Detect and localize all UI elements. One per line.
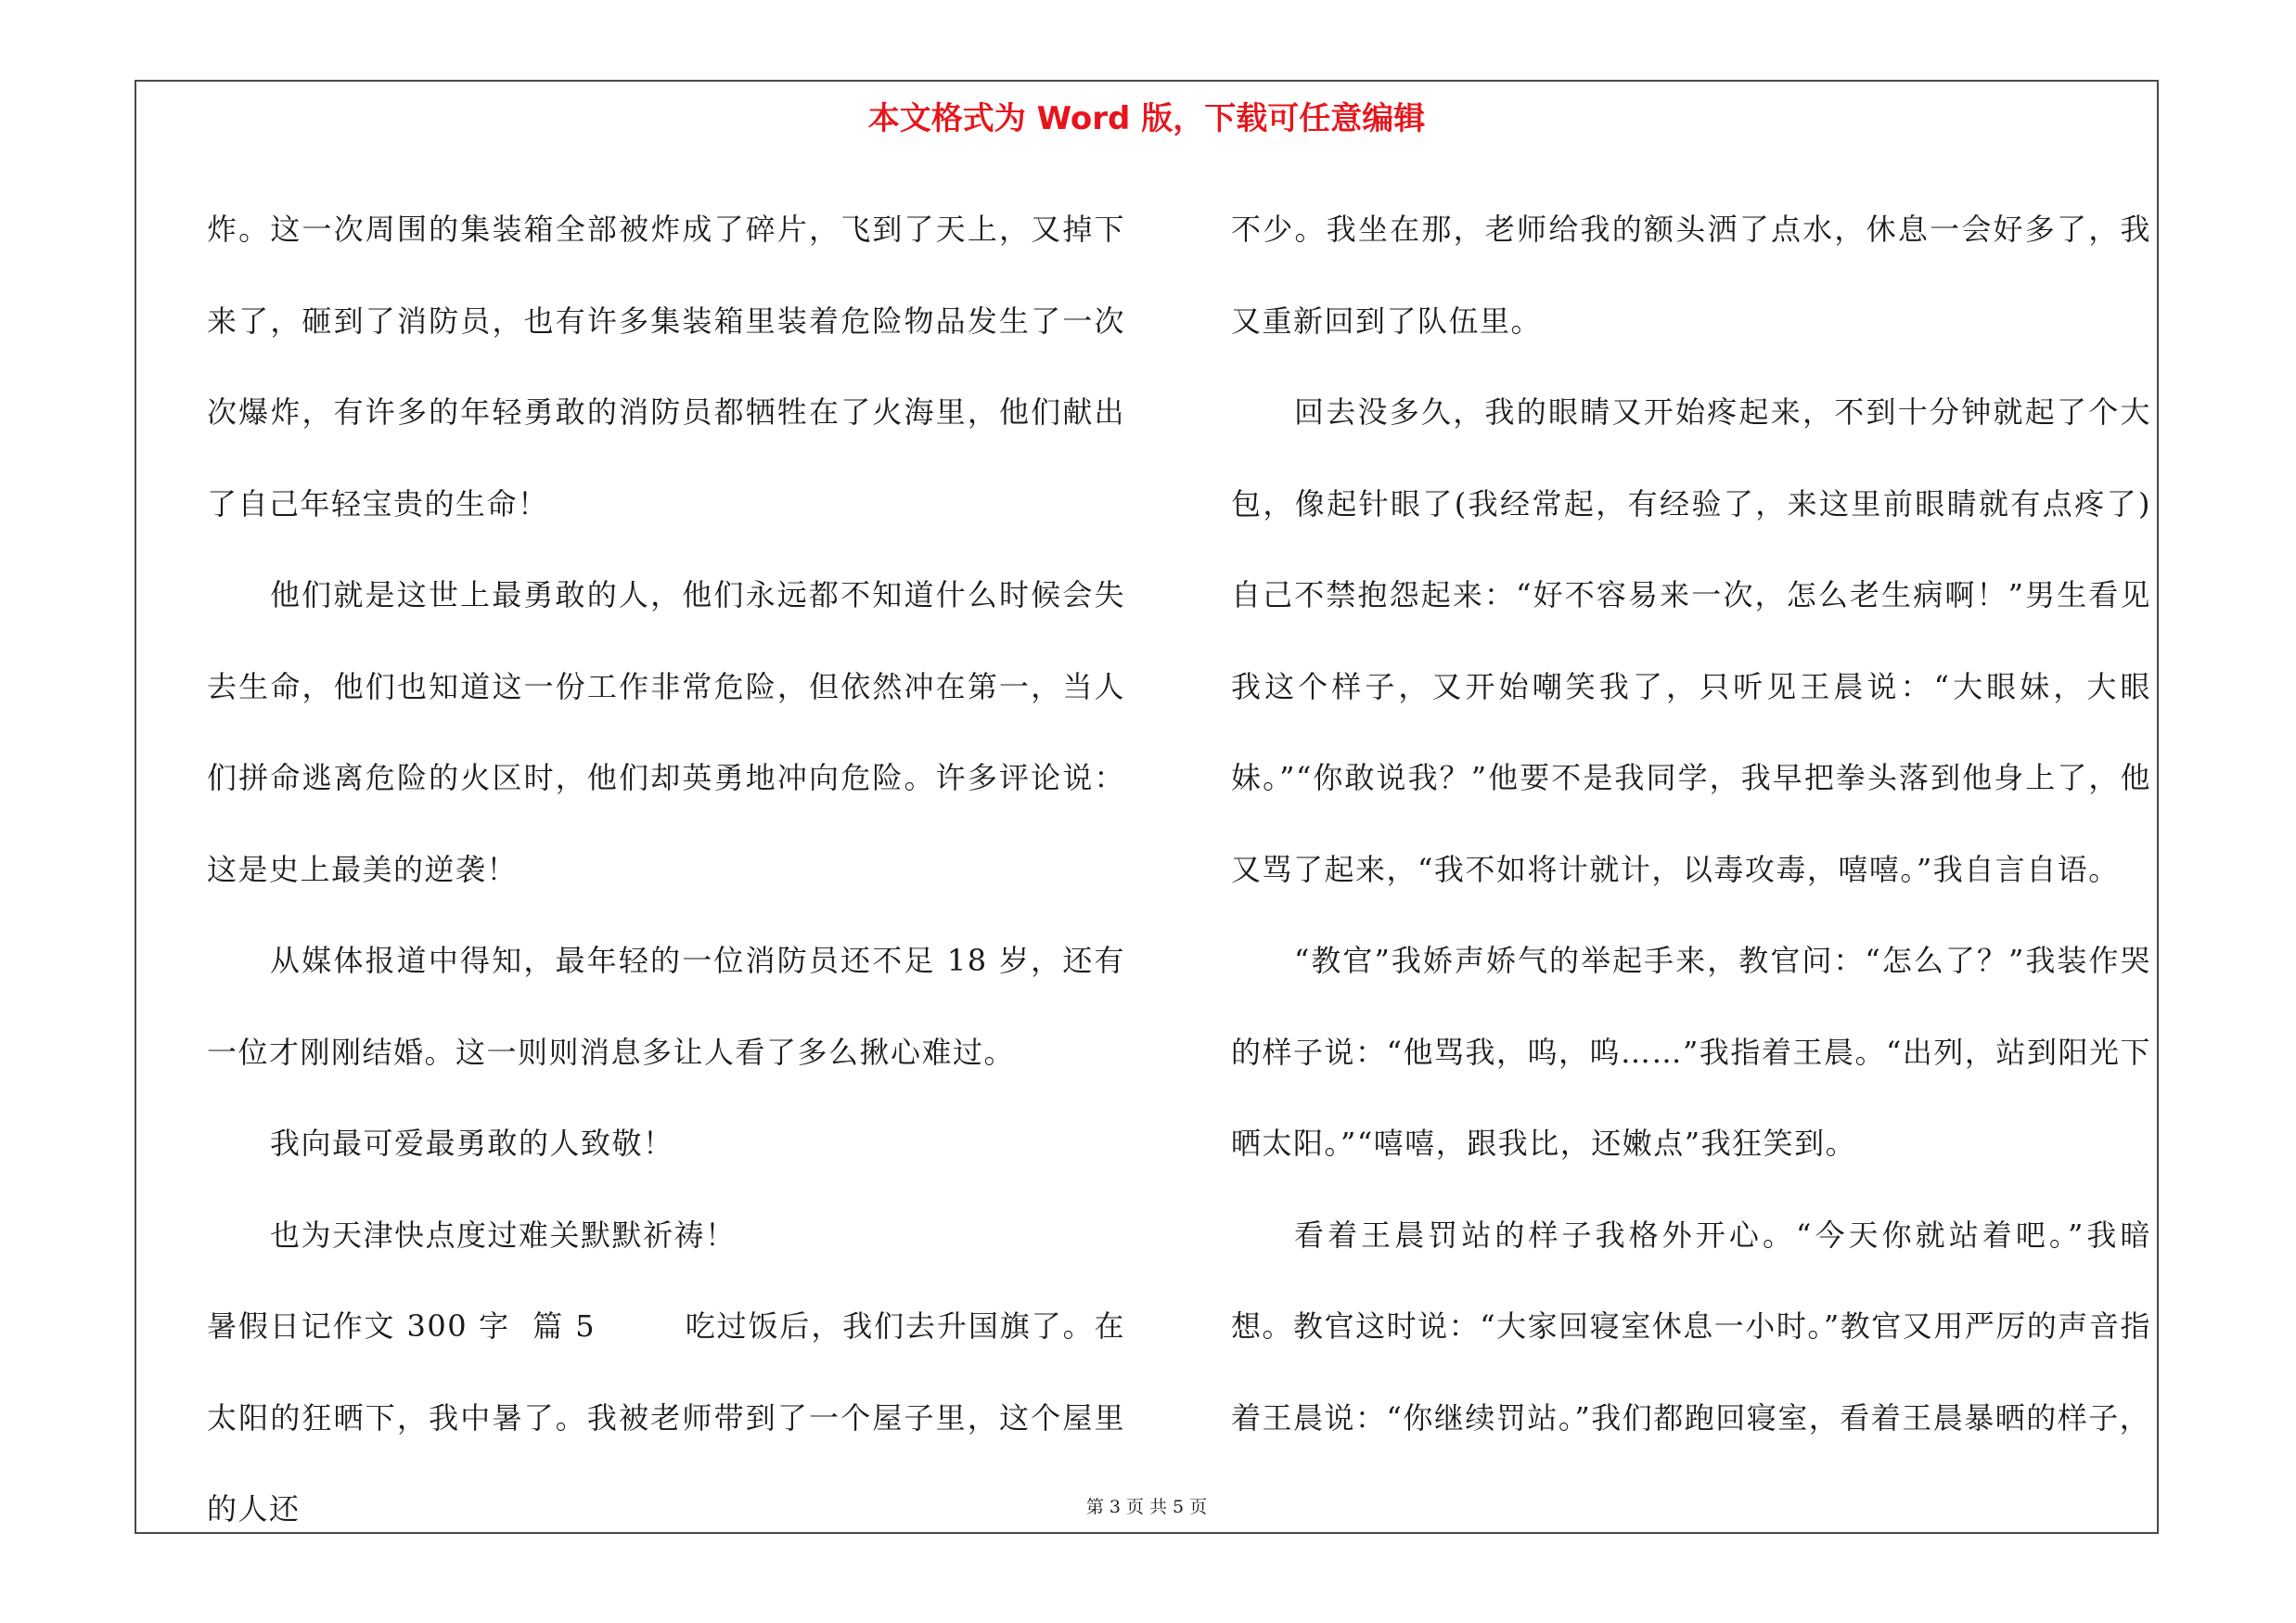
paragraph: “教官”我娇声娇气的举起手来，教官问：“怎么了？”我装作哭的样子说：“他骂我，呜，呜……”我指着王晨。“出列，站到阳光下晒太阳。”“嘻嘻，跟我比，还嫩点”我狂笑到。: [1231, 943, 2151, 1161]
format-banner: 本文格式为 Word 版，下载可任意编辑: [867, 100, 1426, 137]
paragraph: 他们就是这世上最勇敢的人，他们永远都不知道什么时候会失去生命，他们也知道这一份工作非常危险，但依然冲在第一，当人们拼命逃离危险的火区时，他们却英勇地冲向危险。许多评论说：这是史上最美的逆袭！: [207, 577, 1125, 887]
paragraph: 看着王晨罚站的样子我格外开心。“今天你就站着吧。”我暗想。教官这时说：“大家回寝室休息一小时。”教官又用严厉的声音指着王晨说：“你继续罚站。”我们都跑回寝室，看着王晨暴晒的样子，: [1231, 1217, 2151, 1436]
paragraph: 也为天津快点度过难关默默祈祷！: [270, 1217, 737, 1253]
paragraph: 从媒体报道中得知，最年轻的一位消防员还不足 18 岁，还有一位才刚刚结婚。这一则则消息多让人看了多么揪心难过。: [207, 943, 1125, 1070]
page-frame: [135, 80, 2159, 1534]
paragraph: 炸。这一次周围的集装箱全部被炸成了碎片，飞到了天上，又掉下来了，砸到了消防员，也有许多集装箱里装着危险物品发生了一次次爆炸，有许多的年轻勇敢的消防员都牺牲在了火海里，他们献出了自己年轻宝贵的生命！: [207, 212, 1125, 522]
paragraph: 不少。我坐在那，老师给我的额头洒了点水，休息一会好多了，我又重新回到了队伍里。: [1231, 212, 2151, 339]
paragraph: 我向最可爱最勇敢的人致敬！: [270, 1126, 674, 1161]
left-column: [207, 184, 1125, 1555]
paragraph: 回去没多久，我的眼睛又开始疼起来，不到十分钟就起了个大包，像起针眼了(我经常起，有经验了，来这里前眼睛就有点疼了)自己不禁抱怨起来：“好不容易来一次，怎么老生病啊！”男生看见我这个样子，又开始嘲笑我了，只听见王晨说：“大眼妹，大眼妹。”“你敢说我？”他要不是我同学，我早把拳头落到他身上了，他又骂了起来，“我不如将计就计，以毒攻毒，嘻嘻。”我自言自语。: [1231, 394, 2151, 887]
paragraph: 暑假日记作文 300 字 篇 5 吃过饭后，我们去升国旗了。在太阳的狂晒下，我中暑了。我被老师带到了一个屋子里，这个屋里的人还: [207, 1308, 1125, 1526]
right-column: [1231, 184, 2151, 1463]
page-indicator: 第 3 页 共 5 页: [1085, 1497, 1208, 1517]
